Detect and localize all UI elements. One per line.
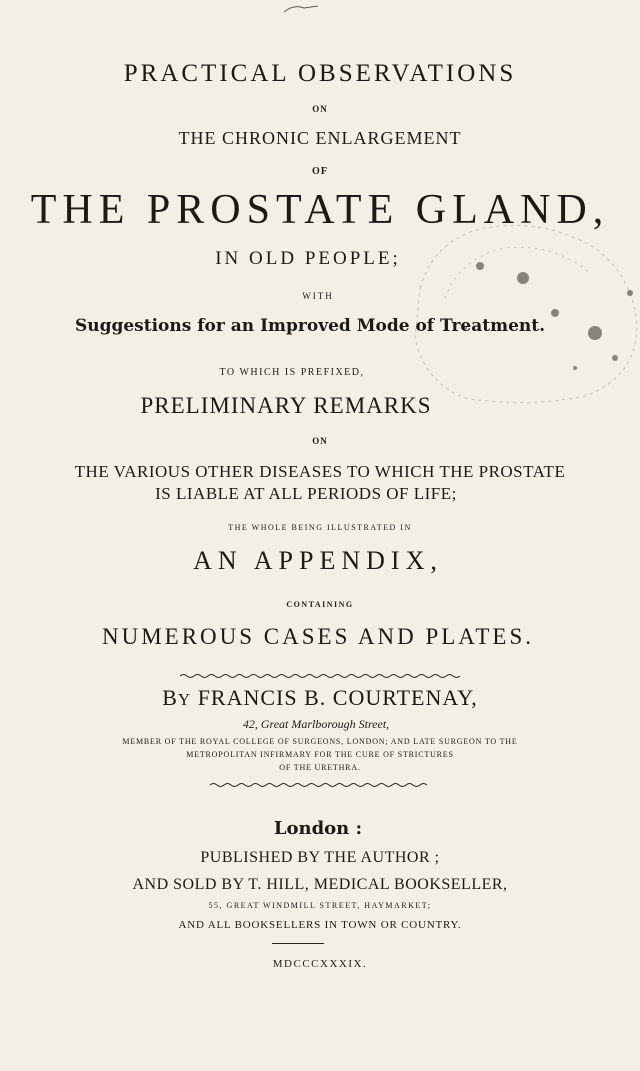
imprint-date: MDCCCXXXIX. — [272, 958, 368, 970]
short-rule — [272, 943, 324, 944]
title-line-cases-and-plates: NUMEROUS CASES AND PLATES. — [101, 624, 534, 649]
title-line-with: WITH — [302, 291, 334, 301]
title-line-old-people: IN OLD PEOPLE; — [215, 248, 401, 269]
author-name: FRANCIS B. COURTENAY, — [197, 685, 478, 710]
title-line-containing: CONTAINING — [286, 600, 354, 609]
main-title-prostate-gland: THE PROSTATE GLAND, — [30, 187, 610, 233]
title-line-various-diseases: THE VARIOUS OTHER DISEASES TO WHICH THE PROSTATE — [74, 462, 566, 481]
title-line-chronic-enlargement: THE CHRONIC ENLARGEMENT — [178, 128, 462, 148]
author-line — [0, 685, 640, 711]
author-credentials-2: METROPOLITAN INFIRMARY FOR THE CURE OF STRICTURES — [186, 750, 454, 759]
title-line-on: ON — [312, 104, 328, 114]
imprint-address: 55, GREAT WINDMILL STREET, HAYMARKET; — [208, 901, 432, 910]
imprint-city: London : — [273, 818, 363, 839]
by-rest: Y — [177, 690, 192, 709]
title-line-practical-observations: PRACTICAL OBSERVATIONS — [123, 60, 517, 87]
title-line-appendix: AN APPENDIX, — [193, 546, 443, 575]
title-line-illustrated: THE WHOLE BEING ILLUSTRATED IN — [228, 523, 412, 532]
ink-stain-smudge — [405, 218, 640, 408]
author-address: 42, Great Marlborough Street, — [242, 717, 390, 731]
title-line-of: OF — [312, 166, 328, 177]
imprint-published: PUBLISHED BY THE AUTHOR ; — [200, 849, 440, 866]
title-line-preliminary-remarks: PRELIMINARY REMARKS — [140, 393, 432, 418]
wavy-rule-bottom — [210, 782, 428, 788]
title-line-on-2: ON — [312, 436, 328, 446]
title-line-periods-of-life: IS LIABLE AT ALL PERIODS OF LIFE; — [155, 484, 457, 503]
wavy-rule-top — [180, 673, 460, 679]
author-credentials-3: OF THE URETHRA. — [279, 763, 361, 772]
imprint-booksellers: AND ALL BOOKSELLERS IN TOWN OR COUNTRY. — [178, 919, 462, 931]
title-line-prefixed: TO WHICH IS PREFIXED, — [219, 367, 365, 378]
title-line-suggestions: Suggestions for an Improved Mode of Treatment. — [74, 316, 546, 336]
pen-flourish-mark — [282, 2, 322, 14]
imprint-sold-by: AND SOLD BY T. HILL, MEDICAL BOOKSELLER, — [132, 876, 508, 893]
author-credentials-1: MEMBER OF THE ROYAL COLLEGE OF SURGEONS, LONDON; AND LATE SURGEON TO THE — [122, 737, 518, 746]
by-initial: B — [162, 685, 178, 710]
